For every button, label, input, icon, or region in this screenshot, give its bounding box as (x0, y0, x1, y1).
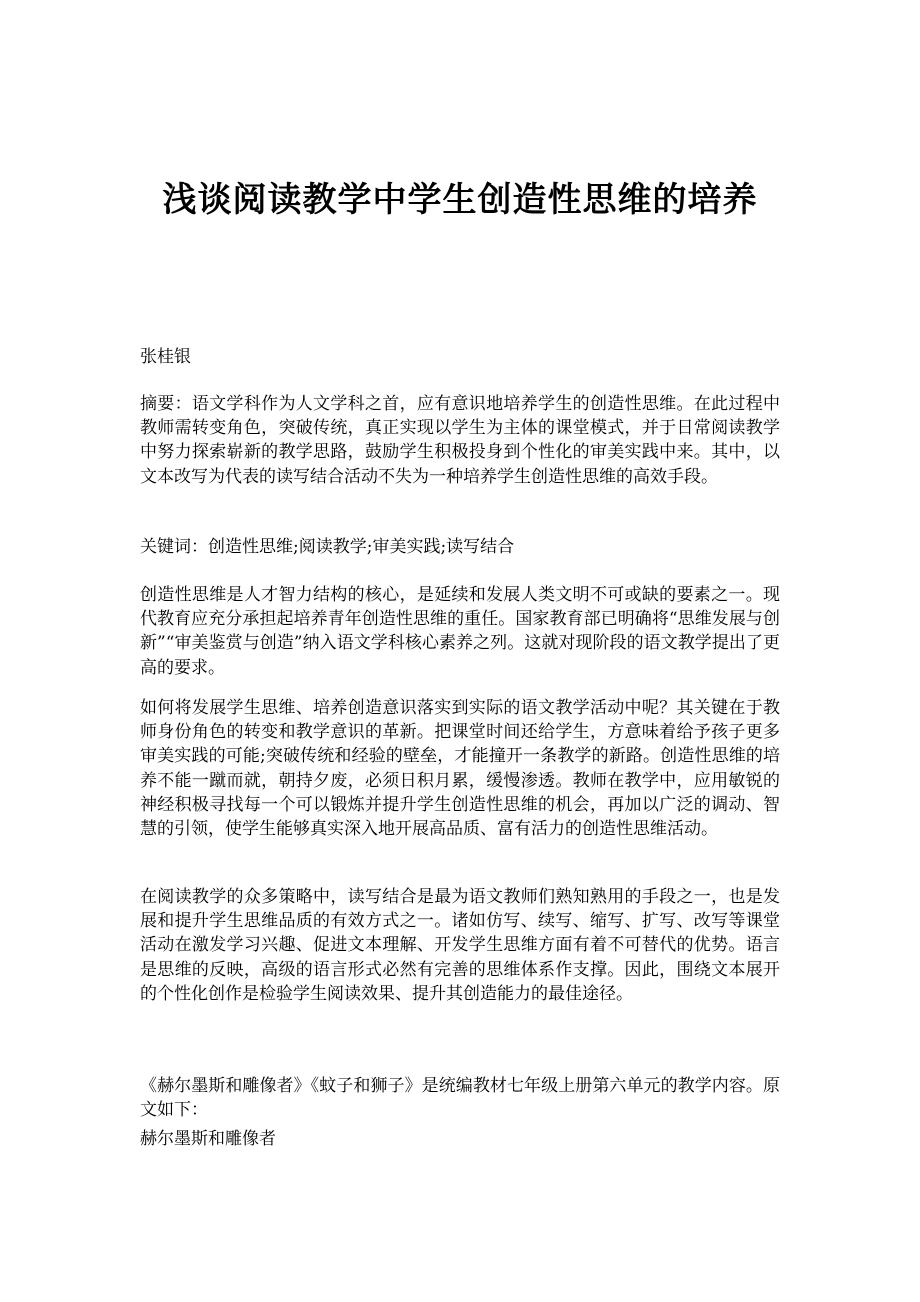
abstract-paragraph: 摘要：语文学科作为人文学科之首，应有意识地培养学生的创造性思维。在此过程中教师需转变角色，突破传统，真正实现以学生为主体的课堂模式，并于日常阅读教学中努力探索崭新的教学思路，鼓励学生积极投身到个性化的审美实践中来。其中，以文本改写为代表的读写结合活动不失为一种培养学生创造性思维的高效手段。 (140, 394, 780, 487)
section-subheading: 赫尔墨斯和雕像者 (140, 1129, 276, 1149)
author-name: 张桂银 (140, 347, 191, 367)
keywords-line: 关键词：创造性思维;阅读教学;审美实践;读写结合 (140, 537, 515, 557)
body-paragraph-1: 创造性思维是人才智力结构的核心，是延续和发展人类文明不可或缺的要素之一。现代教育应充分承担起培养青年创造性思维的重任。国家教育部已明确将“思维发展与创新”“审美鉴赏与创造”纳入语文学科核心素养之列。这就对现阶段的语文教学提出了更高的要求。 (140, 585, 780, 678)
body-paragraph-3: 在阅读教学的众多策略中，读写结合是最为语文教师们熟知熟用的手段之一，也是发展和提升学生思维品质的有效方式之一。诸如仿写、续写、缩写、扩写、改写等课堂活动在激发学习兴趣、促进文本理解、开发学生思维方面有着不可替代的优势。语言是思维的反映，高级的语言形式必然有完善的思维体系作支撑。因此，围绕文本展开的个性化创作是检验学生阅读效果、提升其创造能力的最佳途径。 (140, 887, 780, 1004)
body-paragraph-2: 如何将发展学生思维、培养创造意识落实到实际的语文教学活动中呢？其关键在于教师身份角色的转变和教学意识的革新。把课堂时间还给学生，方意味着给予孩子更多审美实践的可能;突破传统和经验的壁垒，才能撞开一条教学的新路。创造性思维的培养不能一蹴而就，朝持夕废，必须日积月累，缓慢渗透。教师在教学中，应用敏锐的神经积极寻找每一个可以锻炼并提升学生创造性思维的机会，再加以广泛的调动、智慧的引领，使学生能够真实深入地开展高品质、富有活力的创造性思维活动。 (140, 698, 780, 840)
document-title: 浅谈阅读教学中学生创造性思维的培养 (162, 180, 758, 220)
body-paragraph-4: 《赫尔墨斯和雕像者》《蚊子和狮子》是统编教材七年级上册第六单元的教学内容。原文如下： (140, 1076, 780, 1121)
